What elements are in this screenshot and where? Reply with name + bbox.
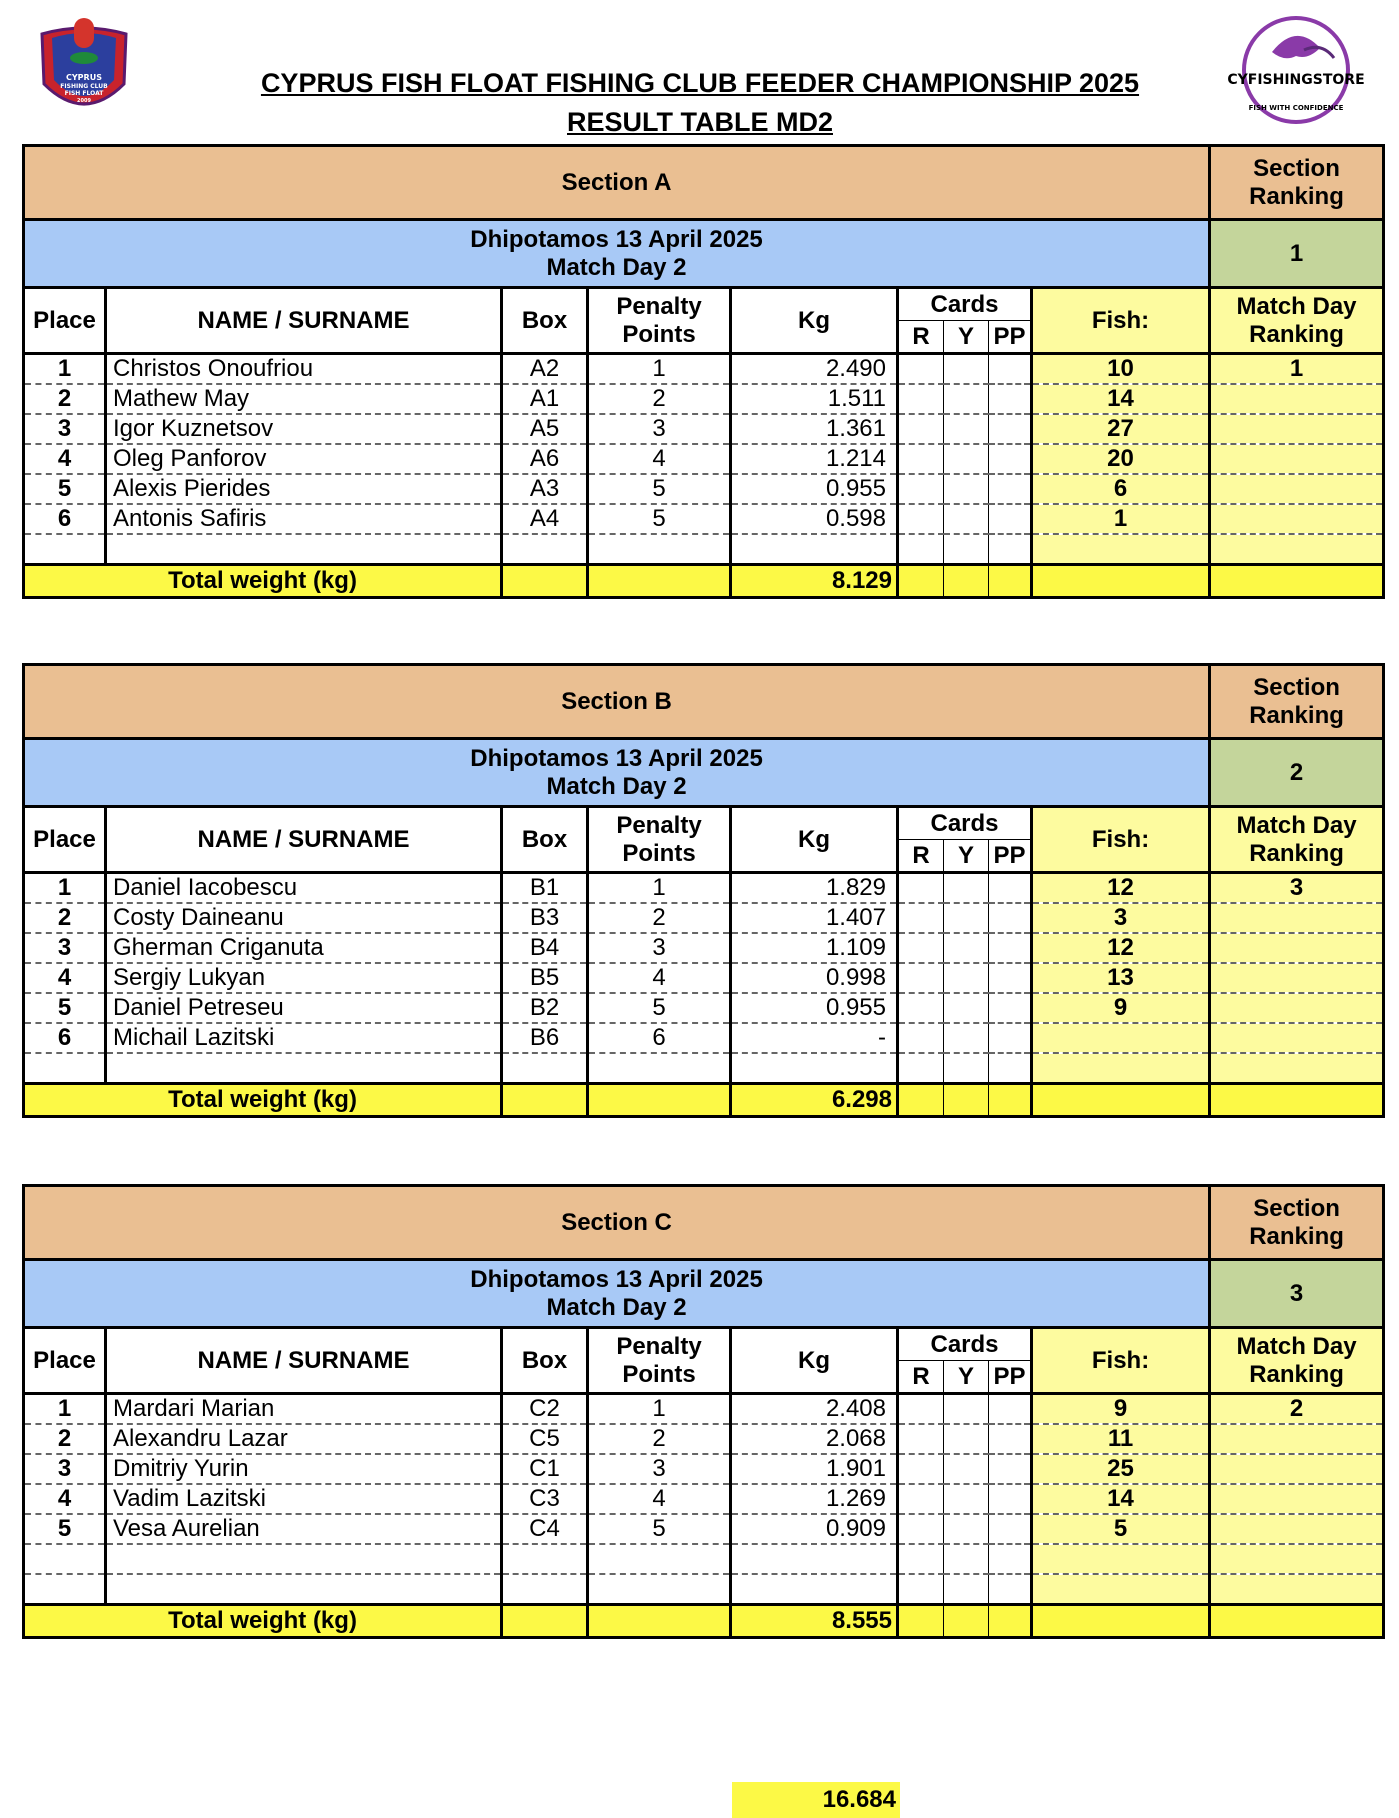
name-cell [106, 534, 502, 564]
section-name: Section C [24, 1186, 1210, 1260]
name-cell: Daniel Iacobescu [106, 873, 502, 904]
section-ranking-value: 1 [1210, 220, 1384, 288]
penalty-cell: 2 [588, 1424, 731, 1454]
penalty-cell: 3 [588, 414, 731, 444]
kg-cell: 0.955 [731, 474, 898, 504]
place-cell: 3 [24, 1454, 106, 1484]
card-y-cell [944, 474, 989, 504]
section-ranking-label: Section Ranking [1210, 146, 1384, 220]
table-row [24, 963, 1384, 993]
fish-cell [1032, 1053, 1210, 1083]
place-cell: 2 [24, 384, 106, 414]
card-y-cell [944, 873, 989, 904]
card-r-cell [898, 1394, 944, 1425]
md-rank-cell: 1 [1210, 354, 1384, 385]
card-r-header: R [898, 321, 944, 354]
kg-cell: 0.955 [731, 993, 898, 1023]
card-pp-cell [989, 903, 1032, 933]
place-cell: 2 [24, 1424, 106, 1454]
place-cell [24, 1544, 106, 1574]
kg-header: Kg [731, 1328, 898, 1394]
store-logo-tagline: FISH WITH CONFIDENCE [1248, 104, 1344, 112]
kg-cell: 0.598 [731, 504, 898, 534]
name-cell: Mardari Marian [106, 1394, 502, 1425]
box-cell: B2 [502, 993, 588, 1023]
place-cell: 1 [24, 1394, 106, 1425]
card-pp-header: PP [989, 321, 1032, 354]
card-y-cell [944, 963, 989, 993]
total-weight-label: Total weight (kg) [24, 564, 502, 597]
card-y-cell [944, 1053, 989, 1083]
card-y-cell [944, 1514, 989, 1544]
fish-cell: 12 [1032, 933, 1210, 963]
table-row [24, 1424, 1384, 1454]
fish-cell: 12 [1032, 873, 1210, 904]
kg-cell: 1.109 [731, 933, 898, 963]
name-cell: Mathew May [106, 384, 502, 414]
md-rank-cell [1210, 1053, 1384, 1083]
card-r-cell [898, 1484, 944, 1514]
card-y-cell [944, 384, 989, 414]
fish-header: Fish: [1032, 807, 1210, 873]
name-cell: Daniel Petreseu [106, 993, 502, 1023]
card-y-cell [944, 1023, 989, 1053]
card-r-cell [898, 1053, 944, 1083]
cards-header: Cards [898, 1328, 1032, 1361]
section-rows [24, 1394, 1384, 1605]
box-cell: B1 [502, 873, 588, 904]
logo-text-2: FISHING CLUB [60, 83, 108, 90]
section-ranking-value: 3 [1210, 1260, 1384, 1328]
penalty-header: Penalty Points [588, 288, 731, 354]
name-cell [106, 1544, 502, 1574]
box-header: Box [502, 288, 588, 354]
box-cell: C5 [502, 1424, 588, 1454]
card-pp-header: PP [989, 1361, 1032, 1394]
card-r-cell [898, 1023, 944, 1053]
place-cell: 6 [24, 1023, 106, 1053]
card-pp-cell [989, 993, 1032, 1023]
kg-cell [731, 1544, 898, 1574]
table-row [24, 1053, 1384, 1083]
card-pp-cell [989, 474, 1032, 504]
box-header: Box [502, 807, 588, 873]
card-y-header: Y [944, 840, 989, 873]
penalty-cell: 5 [588, 993, 731, 1023]
table-row [24, 903, 1384, 933]
penalty-cell: 4 [588, 963, 731, 993]
penalty-header: Penalty Points [588, 807, 731, 873]
md-ranking-header: Match Day Ranking [1210, 288, 1384, 354]
total-weight-value: 6.298 [731, 1083, 898, 1116]
box-cell [502, 534, 588, 564]
box-cell: A3 [502, 474, 588, 504]
md-rank-cell [1210, 504, 1384, 534]
total-weight-value: 8.555 [731, 1604, 898, 1637]
penalty-cell [588, 1053, 731, 1083]
place-cell: 4 [24, 1484, 106, 1514]
penalty-cell: 2 [588, 384, 731, 414]
kg-cell [731, 1574, 898, 1604]
md-rank-cell [1210, 1023, 1384, 1053]
card-r-cell [898, 504, 944, 534]
fish-cell: 1 [1032, 504, 1210, 534]
place-cell: 4 [24, 963, 106, 993]
card-r-header: R [898, 1361, 944, 1394]
place-cell: 5 [24, 1514, 106, 1544]
card-y-cell [944, 1484, 989, 1514]
name-cell: Antonis Safiris [106, 504, 502, 534]
penalty-cell [588, 1574, 731, 1604]
name-cell: Vadim Lazitski [106, 1484, 502, 1514]
md-rank-cell [1210, 414, 1384, 444]
table-row [24, 384, 1384, 414]
name-cell: Michail Lazitski [106, 1023, 502, 1053]
kg-header: Kg [731, 288, 898, 354]
card-pp-cell [989, 1544, 1032, 1574]
page-subtitle: RESULT TABLE MD2 [567, 107, 833, 137]
box-header: Box [502, 1328, 588, 1394]
penalty-cell [588, 1544, 731, 1574]
box-cell: A6 [502, 444, 588, 474]
table-row [24, 1514, 1384, 1544]
fish-cell: 10 [1032, 354, 1210, 385]
fish-cell: 27 [1032, 414, 1210, 444]
box-cell: B3 [502, 903, 588, 933]
card-r-header: R [898, 840, 944, 873]
md-rank-cell [1210, 534, 1384, 564]
card-y-cell [944, 414, 989, 444]
table-row [24, 933, 1384, 963]
table-row [24, 504, 1384, 534]
place-header: Place [24, 288, 106, 354]
name-cell: Alexis Pierides [106, 474, 502, 504]
box-cell: B4 [502, 933, 588, 963]
page-title: CYPRUS FISH FLOAT FISHING CLUB FEEDER CHAMPIONSHIP 2025 [260, 68, 1140, 98]
md-rank-cell [1210, 384, 1384, 414]
card-pp-cell [989, 1394, 1032, 1425]
section-table-b [22, 663, 1385, 1118]
penalty-cell: 4 [588, 444, 731, 474]
card-r-cell [898, 873, 944, 904]
match-info: Dhipotamos 13 April 2025 Match Day 2 [24, 1260, 1210, 1328]
card-y-cell [944, 444, 989, 474]
store-logo-name: CYFISHINGSTORE [1227, 72, 1365, 88]
card-pp-cell [989, 1053, 1032, 1083]
kg-cell: 2.490 [731, 354, 898, 385]
md-ranking-header: Match Day Ranking [1210, 807, 1384, 873]
name-cell: Gherman Criganuta [106, 933, 502, 963]
name-cell: Dmitriy Yurin [106, 1454, 502, 1484]
name-cell: Igor Kuznetsov [106, 414, 502, 444]
md-rank-cell [1210, 444, 1384, 474]
kg-cell: 2.068 [731, 1424, 898, 1454]
place-cell [24, 534, 106, 564]
fish-cell: 14 [1032, 1484, 1210, 1514]
total-weight-label: Total weight (kg) [24, 1604, 502, 1637]
kg-cell [731, 534, 898, 564]
logo-text-4: 2009 [77, 98, 91, 104]
place-cell: 3 [24, 933, 106, 963]
table-row [24, 1484, 1384, 1514]
section-ranking-value: 2 [1210, 739, 1384, 807]
card-y-cell [944, 933, 989, 963]
card-r-cell [898, 903, 944, 933]
card-y-cell [944, 1574, 989, 1604]
penalty-cell: 5 [588, 504, 731, 534]
name-cell [106, 1574, 502, 1604]
table-row [24, 534, 1384, 564]
card-y-cell [944, 504, 989, 534]
card-pp-cell [989, 1023, 1032, 1053]
card-y-cell [944, 903, 989, 933]
table-row [24, 1394, 1384, 1425]
kg-cell: 1.269 [731, 1484, 898, 1514]
card-r-cell [898, 534, 944, 564]
kg-cell: 1.214 [731, 444, 898, 474]
table-row [24, 1454, 1384, 1484]
fish-header: Fish: [1032, 1328, 1210, 1394]
penalty-cell: 6 [588, 1023, 731, 1053]
table-row [24, 414, 1384, 444]
fish-cell: 13 [1032, 963, 1210, 993]
kg-cell: 2.408 [731, 1394, 898, 1425]
table-row [24, 444, 1384, 474]
fish-cell: 11 [1032, 1424, 1210, 1454]
card-y-cell [944, 354, 989, 385]
kg-header: Kg [731, 807, 898, 873]
card-y-cell [944, 534, 989, 564]
place-cell: 3 [24, 414, 106, 444]
md-rank-cell [1210, 903, 1384, 933]
name-cell: Christos Onoufriou [106, 354, 502, 385]
grand-total: 16.684 [732, 1782, 900, 1818]
total-weight-value: 8.129 [731, 564, 898, 597]
card-r-cell [898, 963, 944, 993]
section-ranking-label: Section Ranking [1210, 665, 1384, 739]
section-table-c [22, 1184, 1385, 1639]
md-rank-cell [1210, 1454, 1384, 1484]
md-rank-cell [1210, 1574, 1384, 1604]
store-logo [1212, 12, 1380, 132]
kg-cell: 1.511 [731, 384, 898, 414]
card-pp-cell [989, 1484, 1032, 1514]
card-y-cell [944, 1544, 989, 1574]
md-ranking-header: Match Day Ranking [1210, 1328, 1384, 1394]
place-cell: 4 [24, 444, 106, 474]
section-name: Section A [24, 146, 1210, 220]
card-r-cell [898, 1424, 944, 1454]
name-header: NAME / SURNAME [106, 1328, 502, 1394]
md-rank-cell [1210, 1544, 1384, 1574]
card-r-cell [898, 414, 944, 444]
md-rank-cell [1210, 474, 1384, 504]
place-cell: 6 [24, 504, 106, 534]
section-name: Section B [24, 665, 1210, 739]
box-cell: A2 [502, 354, 588, 385]
card-pp-cell [989, 1514, 1032, 1544]
card-r-cell [898, 474, 944, 504]
place-cell [24, 1053, 106, 1083]
table-row [24, 1574, 1384, 1604]
card-pp-cell [989, 1454, 1032, 1484]
section-rows [24, 354, 1384, 565]
kg-cell: 1.901 [731, 1454, 898, 1484]
name-header: NAME / SURNAME [106, 288, 502, 354]
name-cell [106, 1053, 502, 1083]
md-rank-cell: 3 [1210, 873, 1384, 904]
box-cell: C2 [502, 1394, 588, 1425]
penalty-cell: 3 [588, 1454, 731, 1484]
card-y-cell [944, 1394, 989, 1425]
name-header: NAME / SURNAME [106, 807, 502, 873]
table-row [24, 474, 1384, 504]
place-header: Place [24, 1328, 106, 1394]
fish-cell [1032, 1544, 1210, 1574]
card-pp-cell [989, 444, 1032, 474]
card-r-cell [898, 444, 944, 474]
card-y-cell [944, 1424, 989, 1454]
section-table-a [22, 144, 1385, 599]
md-rank-cell [1210, 933, 1384, 963]
place-cell: 5 [24, 474, 106, 504]
fish-cell: 5 [1032, 1514, 1210, 1544]
penalty-cell: 5 [588, 1514, 731, 1544]
md-rank-cell [1210, 1514, 1384, 1544]
kg-cell: 0.909 [731, 1514, 898, 1544]
box-cell: A1 [502, 384, 588, 414]
card-pp-cell [989, 534, 1032, 564]
table-row [24, 354, 1384, 385]
place-header: Place [24, 807, 106, 873]
card-pp-cell [989, 504, 1032, 534]
box-cell: B6 [502, 1023, 588, 1053]
penalty-cell: 5 [588, 474, 731, 504]
md-rank-cell [1210, 1484, 1384, 1514]
penalty-cell: 4 [588, 1484, 731, 1514]
place-cell: 1 [24, 873, 106, 904]
box-cell [502, 1574, 588, 1604]
name-cell: Oleg Panforov [106, 444, 502, 474]
box-cell [502, 1053, 588, 1083]
md-rank-cell [1210, 963, 1384, 993]
card-r-cell [898, 354, 944, 385]
fish-cell: 25 [1032, 1454, 1210, 1484]
card-y-cell [944, 1454, 989, 1484]
kg-cell: 1.361 [731, 414, 898, 444]
card-y-cell [944, 993, 989, 1023]
cards-header: Cards [898, 807, 1032, 840]
fish-cell: 6 [1032, 474, 1210, 504]
box-cell: C4 [502, 1514, 588, 1544]
card-pp-header: PP [989, 840, 1032, 873]
kg-cell: 1.407 [731, 903, 898, 933]
fish-cell [1032, 534, 1210, 564]
fish-cell: 9 [1032, 993, 1210, 1023]
fish-cell [1032, 1574, 1210, 1604]
penalty-cell: 1 [588, 873, 731, 904]
penalty-cell: 3 [588, 933, 731, 963]
kg-cell: - [731, 1023, 898, 1053]
card-pp-cell [989, 873, 1032, 904]
place-cell: 2 [24, 903, 106, 933]
cards-header: Cards [898, 288, 1032, 321]
total-weight-label: Total weight (kg) [24, 1083, 502, 1116]
card-pp-cell [989, 963, 1032, 993]
name-cell: Costy Daineanu [106, 903, 502, 933]
card-pp-cell [989, 354, 1032, 385]
fish-header: Fish: [1032, 288, 1210, 354]
penalty-cell: 1 [588, 1394, 731, 1425]
card-r-cell [898, 1514, 944, 1544]
name-cell: Vesa Aurelian [106, 1514, 502, 1544]
box-cell [502, 1544, 588, 1574]
box-cell: A5 [502, 414, 588, 444]
penalty-cell: 2 [588, 903, 731, 933]
fish-cell: 20 [1032, 444, 1210, 474]
place-cell: 5 [24, 993, 106, 1023]
card-r-cell [898, 1544, 944, 1574]
club-logo [32, 14, 136, 126]
place-cell [24, 1574, 106, 1604]
card-pp-cell [989, 384, 1032, 414]
penalty-cell: 1 [588, 354, 731, 385]
box-cell: C3 [502, 1484, 588, 1514]
card-y-header: Y [944, 321, 989, 354]
kg-cell [731, 1053, 898, 1083]
match-info: Dhipotamos 13 April 2025 Match Day 2 [24, 739, 1210, 807]
box-cell: A4 [502, 504, 588, 534]
card-r-cell [898, 933, 944, 963]
table-row [24, 873, 1384, 904]
penalty-header: Penalty Points [588, 1328, 731, 1394]
table-row [24, 1023, 1384, 1053]
card-r-cell [898, 1574, 944, 1604]
fish-cell: 14 [1032, 384, 1210, 414]
section-rows [24, 873, 1384, 1084]
fish-cell: 9 [1032, 1394, 1210, 1425]
md-rank-cell [1210, 1424, 1384, 1454]
card-pp-cell [989, 933, 1032, 963]
table-row [24, 993, 1384, 1023]
kg-cell: 1.829 [731, 873, 898, 904]
card-r-cell [898, 993, 944, 1023]
card-r-cell [898, 1454, 944, 1484]
md-rank-cell [1210, 993, 1384, 1023]
card-pp-cell [989, 1574, 1032, 1604]
card-pp-cell [989, 1424, 1032, 1454]
box-cell: C1 [502, 1454, 588, 1484]
penalty-cell [588, 534, 731, 564]
fish-cell [1032, 1023, 1210, 1053]
logo-text-1: CYPRUS [66, 73, 102, 82]
name-cell: Alexandru Lazar [106, 1424, 502, 1454]
logo-text-3: FISH FLOAT [64, 90, 104, 97]
kg-cell: 0.998 [731, 963, 898, 993]
name-cell: Sergiy Lukyan [106, 963, 502, 993]
md-rank-cell: 2 [1210, 1394, 1384, 1425]
box-cell: B5 [502, 963, 588, 993]
place-cell: 1 [24, 354, 106, 385]
table-row [24, 1544, 1384, 1574]
match-info: Dhipotamos 13 April 2025 Match Day 2 [24, 220, 1210, 288]
fish-cell: 3 [1032, 903, 1210, 933]
card-r-cell [898, 384, 944, 414]
section-ranking-label: Section Ranking [1210, 1186, 1384, 1260]
card-pp-cell [989, 414, 1032, 444]
card-y-header: Y [944, 1361, 989, 1394]
